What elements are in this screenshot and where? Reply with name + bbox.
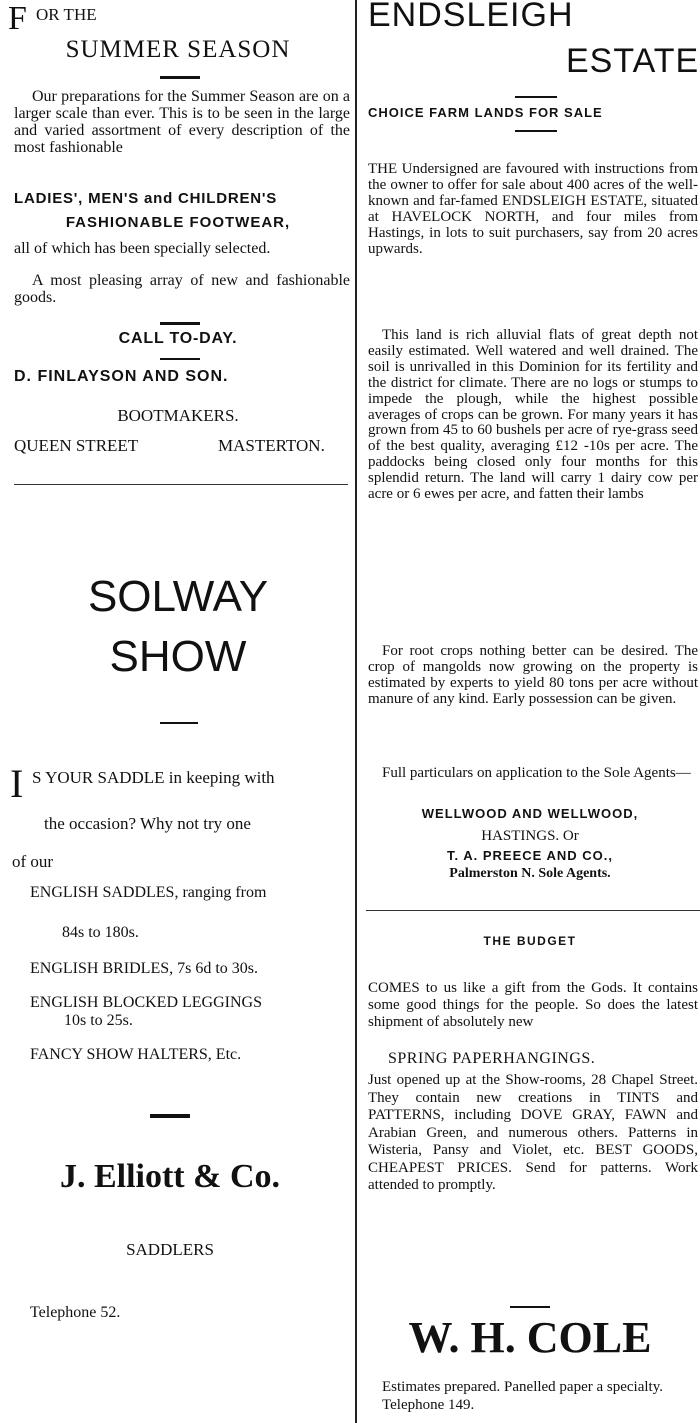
item-saddles: ENGLISH SADDLES, ranging from	[30, 884, 267, 901]
divider-rule	[160, 76, 200, 79]
title-solway: SOLWAY	[87, 572, 269, 621]
agent-line-1: WELLWOOD AND WELLWOOD,	[421, 806, 639, 821]
title-estate: ESTATE	[566, 42, 700, 80]
highlight-line-2: FASHIONABLE FOOTWEAR,	[65, 214, 291, 231]
paragraph-2: This land is rich alluvial flats of great depth not easily estimated. Well watered and well drained. The soil is unrivalled in this Dominion for its fertility and the district for climate. There are no logs or stumps to impede the plough, while the highest possible averages of crops can be grown. For many years it has grown from 45 to 60 bushels per acre of rye-grass seed of the best quality, averaging £12 -10s per acre. The paddocks being closed only four months for this splendid return. The land will carry 1 dairy cow per acre or 6 ewes per acre, and fatten their lambs	[368, 327, 698, 503]
intro-line-1: S YOUR SADDLE in keeping with	[32, 768, 275, 787]
title-endsleigh: ENDSLEIGH	[368, 0, 574, 34]
paragraph-1: THE Undersigned are favoured with instructions from the owner to offer for sale about 400 acres of the well-known and far-famed ENDSLEIGH ESTATE, situated at HAVELOCK NORTH, and four miles from Hastings, in lots to suit purchasers, say from 20 acres upwards.	[368, 161, 698, 257]
paragraph-1: COMES to us like a gift from the Gods. It contains some good things for the people. So does the latest shipment of absolutely new	[368, 980, 698, 1030]
agent-line-2: HASTINGS. Or	[481, 828, 579, 844]
subtitle: CHOICE FARM LANDS FOR SALE	[368, 105, 603, 120]
item-bridles: ENGLISH BRIDLES, 7s 6d to 30s.	[30, 960, 259, 977]
body-text-3: A most pleasing array of new and fashionable goods.	[14, 272, 350, 306]
highlight: SPRING PAPERHANGINGS.	[388, 1050, 596, 1067]
firm-name: J. Elliott & Co.	[59, 1158, 281, 1195]
street-address: QUEEN STREET	[14, 436, 139, 455]
divider-rule	[160, 358, 200, 360]
heading-line-1: OR THE	[36, 5, 97, 24]
divider-rule	[160, 722, 198, 724]
intro-line-3: of our	[12, 852, 54, 871]
heading-dropcap: F	[8, 0, 27, 37]
title-budget: THE BUDGET	[483, 934, 577, 948]
intro-dropcap: I	[10, 761, 24, 806]
highlight-line-1: LADIES', MEN'S and CHILDREN'S	[14, 190, 278, 207]
item-leggings-price: 10s to 25s.	[64, 1012, 133, 1029]
divider-rule	[515, 130, 557, 132]
agent-line-3: T. A. PREECE AND CO.,	[447, 848, 613, 863]
paragraph-4: Full particulars on application to the Sole Agents—	[382, 765, 691, 781]
item-halters: FANCY SHOW HALTERS, Etc.	[30, 1046, 242, 1063]
agent-line-4: Palmerston N. Sole Agents.	[449, 866, 611, 881]
item-leggings: ENGLISH BLOCKED LEGGINGS	[30, 994, 262, 1011]
heading-line-2: SUMMER SEASON	[65, 36, 291, 63]
trade-label: BOOTMAKERS.	[117, 406, 239, 425]
firm-name: W. H. COLE	[408, 1313, 652, 1362]
divider-rule	[510, 1306, 550, 1308]
divider-rule	[515, 96, 557, 98]
title-show: SHOW	[109, 632, 247, 681]
firm-name: D. FINLAYSON AND SON.	[14, 368, 229, 385]
intro-line-2: the occasion? Why not try one	[44, 814, 251, 833]
footer-text: Estimates prepared. Panelled paper a specialty. Telephone 149.	[382, 1379, 663, 1413]
town-name: MASTERTON.	[218, 436, 325, 455]
divider-rule	[150, 1114, 190, 1118]
section-rule	[14, 484, 348, 485]
section-rule	[366, 910, 700, 911]
paragraph-2: Just opened up at the Show-rooms, 28 Chapel Street. They contain new creations in TINTS and PATTERNS, including DOVE GRAY, FAWN and Arabian Green, and numerous others. Patterns in Wisteria, Pansy and Violet, etc. BEST GOODS, CHEAPEST PRICES. Send for patterns. Work attended to promptly.	[368, 1072, 698, 1193]
body-text: Our preparations for the Summer Season are on a larger scale than ever. This is to be seen in the large and varied assortment of every description of the most fashionable	[14, 88, 350, 156]
body-text-2: all of which has been specially selected.	[14, 240, 271, 257]
call-to-action: CALL TO-DAY.	[118, 330, 238, 347]
item-saddles-price: 84s to 180s.	[62, 924, 139, 941]
divider-rule	[160, 322, 200, 325]
paragraph-3: For root crops nothing better can be desired. The crop of mangolds now growing on the property is estimated by experts to yield 80 tons per acre without manure of any kind. Early possession can be given.	[368, 643, 698, 707]
trade-label: SADDLERS	[126, 1240, 214, 1259]
telephone: Telephone 52.	[30, 1304, 121, 1321]
